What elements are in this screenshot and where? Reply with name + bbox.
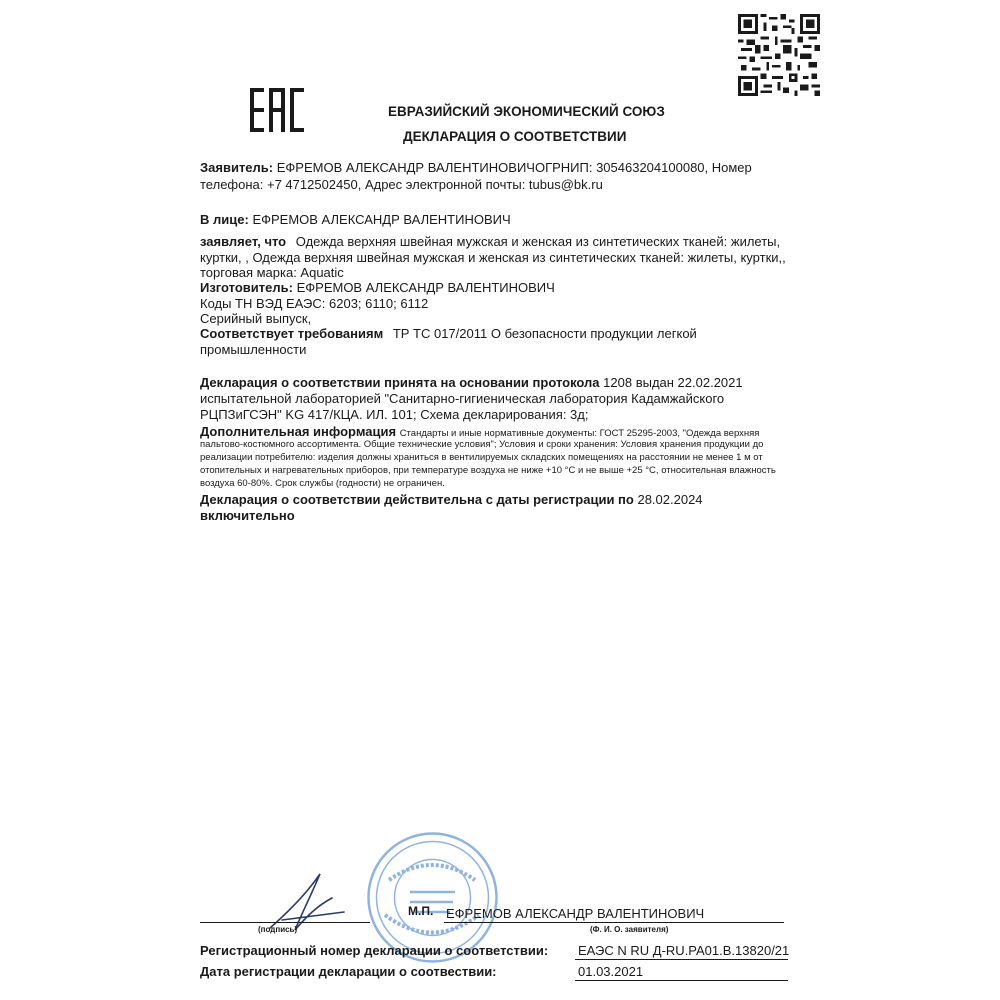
requirements-line-2: промышленности [200, 342, 307, 357]
name-caption: (Ф. И. О. заявителя) [590, 925, 669, 934]
registration-date-label: Дата регистрации декларации о соотвествии: [200, 964, 497, 979]
person-line [200, 212, 511, 228]
registration-date-value: 01.03.2021 [578, 964, 644, 979]
additional-line-3: реализации потребителю: изделия должны храниться в вентилируемых складских помещениях на расстоянии не менее 1 м от [200, 452, 763, 463]
registration-number-label: Регистрационный номер декларации о соответствии: [200, 943, 549, 958]
basis-line-1 [200, 375, 743, 391]
applicant-signature-name: ЕФРЕМОВ АЛЕКСАНДР ВАЛЕНТИНОВИЧ [446, 906, 705, 921]
declares-value: Одежда верхняя швейная мужская и женская из синтетических тканей: жилеты, [295, 234, 781, 249]
manufacturer-label: Изготовитель: [200, 280, 293, 295]
validity-label: Декларация о соответствии действительна с даты регистрации по [200, 492, 634, 507]
additional-line-2: пальтово-костюмного ассортимента. Общие технические условия"; Условия и сроки хранения: Условия хранения продукции до [200, 439, 764, 450]
additional-line-5: воздуха 60-80%. Срок службы (годности) не ограничен. [200, 478, 445, 489]
requirements-value: ТР ТС 017/2011 О безопасности продукции легкой [392, 326, 697, 341]
signature-caption: (подпись) [258, 925, 298, 934]
basis-label: Декларация о соответствии принята на основании протокола [200, 375, 600, 390]
requirements-line-1 [200, 326, 697, 342]
manufacturer-value: ЕФРЕМОВ АЛЕКСАНДР ВАЛЕНТИНОВИЧ [296, 280, 555, 295]
basis-line-2: испытательной лабораторией "Санитарно-гигиеническая лаборатория Кадамжайского [200, 391, 725, 406]
name-line [444, 922, 784, 923]
qr-code-icon [738, 14, 820, 96]
signature-line [200, 922, 370, 923]
tn-ved-codes: Коды ТН ВЭД ЕАЭС: 6203; 6110; 6112 [200, 296, 429, 311]
registration-number-underline [575, 959, 788, 960]
manufacturer-line [200, 280, 555, 296]
registration-date-underline [575, 980, 788, 981]
declares-line-1 [200, 234, 780, 250]
basis-line-3: РЦПЗиГСЭН" KG 417/КЦА. ИЛ. 101; Схема декларирования: 3д; [200, 407, 589, 422]
applicant-value: ЕФРЕМОВ АЛЕКСАНДР ВАЛЕНТИНОВИЧОГРНИП: 305463204100080, Номер [276, 160, 752, 175]
person-value: ЕФРЕМОВ АЛЕКСАНДР ВАЛЕНТИНОВИЧ [252, 212, 511, 227]
additional-line-4: отопительных и нагревательных приборов, при температуре воздуха не ниже +10 °С и не выше +25 °С, относительная влажность [200, 465, 776, 476]
additional-value: Стандарты и иные нормативные документы: ГОСТ 25295-2003, "Одежда верхняя [399, 428, 760, 439]
validity-line-2: включительно [200, 508, 295, 523]
stamp-label: М.П. [408, 904, 434, 918]
declaration-title: ДЕКЛАРАЦИЯ О СООТВЕТСТВИИ [403, 129, 627, 144]
applicant-label: Заявитель: [200, 160, 274, 175]
declares-label: заявляет, что [200, 234, 287, 249]
declares-line-3: торговая марка: Aquatic [200, 265, 344, 280]
validity-line-1 [200, 492, 703, 508]
union-title: ЕВРАЗИЙСКИЙ ЭКОНОМИЧЕСКИЙ СОЮЗ [388, 104, 665, 119]
declares-line-2: куртки, , Одежда верхняя швейная мужская и женская из синтетических тканей: жилеты, куртки,, [200, 250, 786, 265]
registration-number-value: ЕАЭС N RU Д-RU.PA01.B.13820/21 [578, 943, 790, 958]
person-label: В лице: [200, 212, 249, 227]
validity-date: 28.02.2024 [637, 492, 703, 507]
applicant-line-2: телефона: +7 4712502450, Адрес электронной почты: tubus@bk.ru [200, 177, 603, 192]
additional-line-1 [200, 424, 759, 440]
basis-value: 1208 выдан 22.02.2021 [603, 375, 743, 390]
applicant-line-1 [200, 160, 752, 176]
additional-label: Дополнительная информация [200, 424, 397, 439]
requirements-label: Соответствует требованиям [200, 326, 384, 341]
eac-logo [250, 88, 312, 132]
serial-release: Серийный выпуск, [200, 311, 312, 326]
